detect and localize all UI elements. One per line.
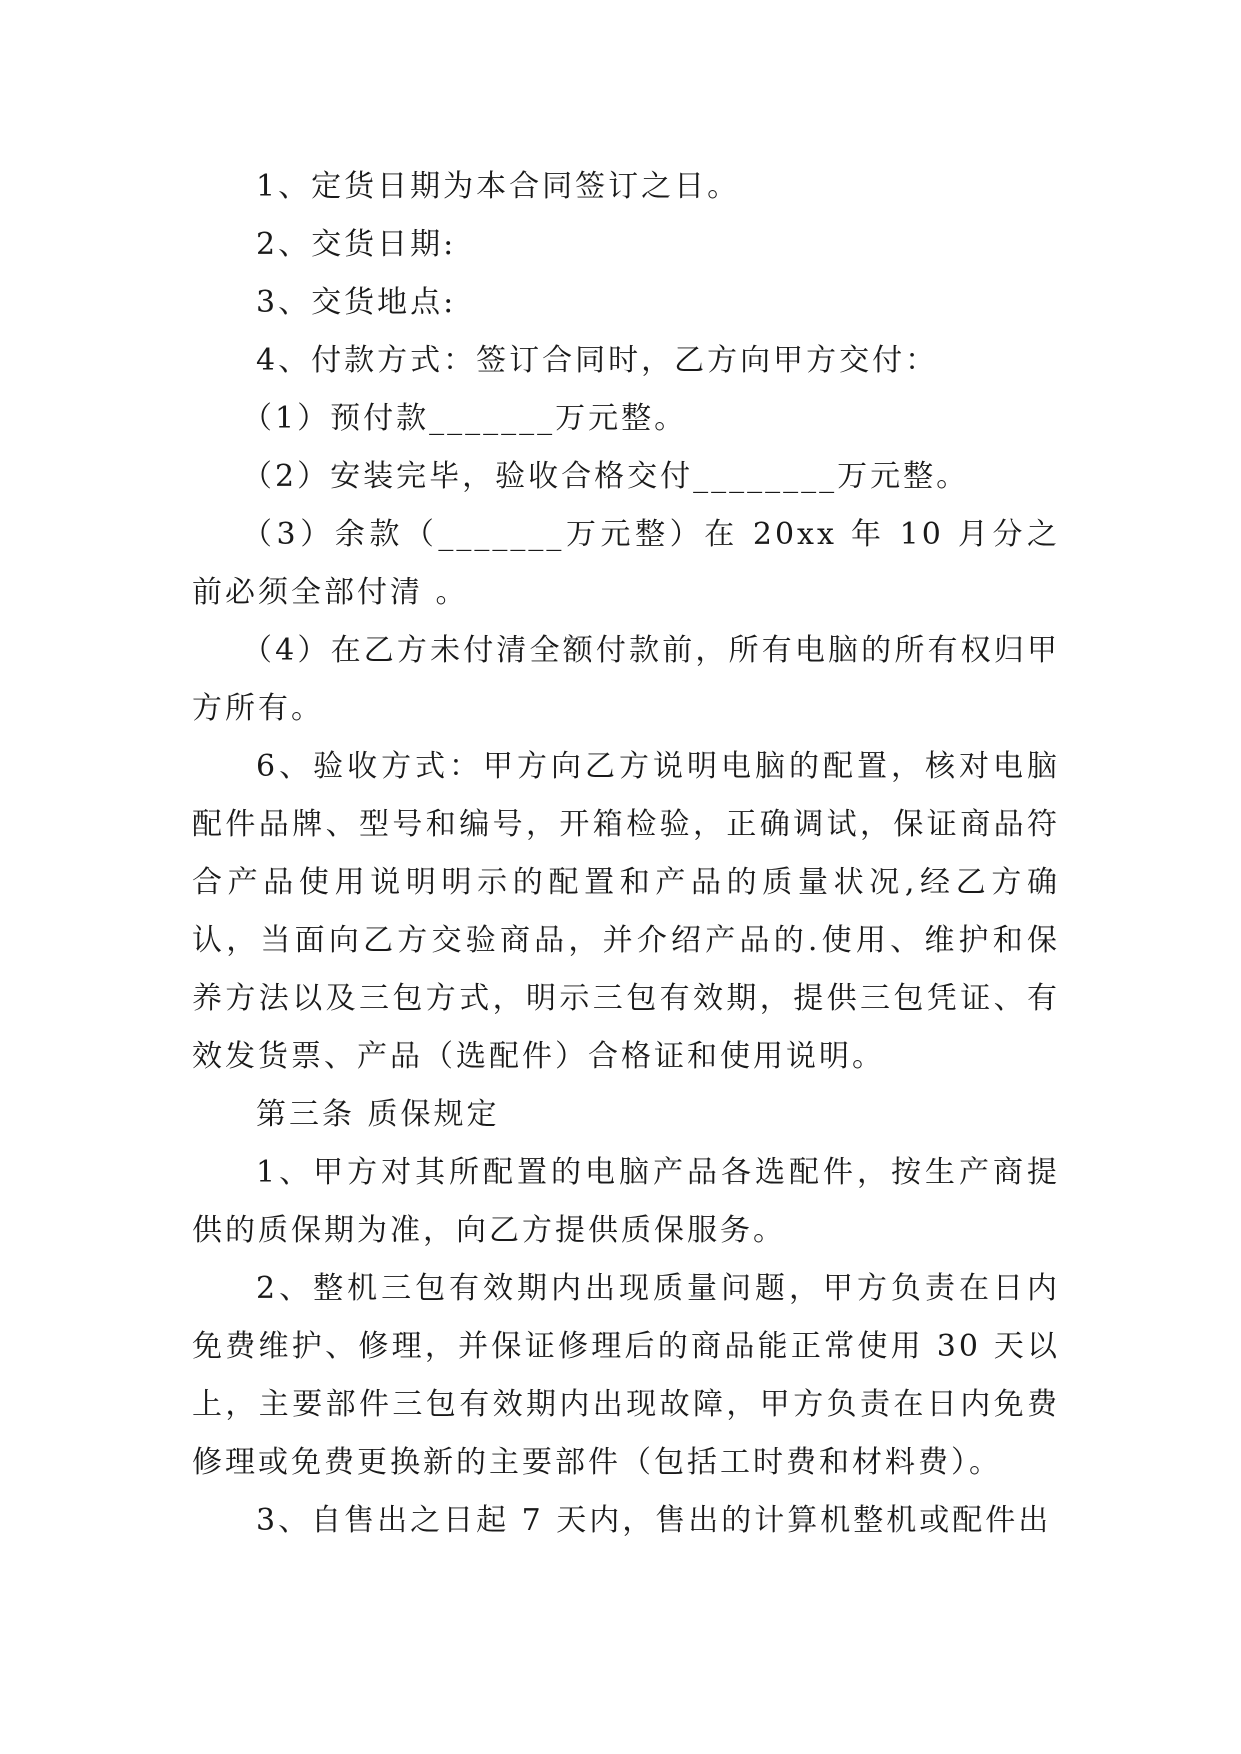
- clause-delivery-date: 2、交货日期:: [256, 227, 457, 262]
- payment-item-acceptance: （2）安装完毕，验收合格交付________万元整。: [242, 459, 970, 494]
- warranty-clause-3: 3、自售出之日起 7 天内，售出的计算机整机或配件出: [256, 1503, 1052, 1538]
- clause-delivery-place: 3、交货地点:: [256, 285, 457, 320]
- clause-payment-method: 4、付款方式：签订合同时，乙方向甲方交付：: [256, 343, 939, 378]
- clause-acceptance-method: 6、验收方式：甲方向乙方说明电脑的配置，核对电脑配件品牌、型号和编号，开箱检验，正确调试，保证商品符合产品使用说明明示的配置和产品的质量状况,经乙方确认，当面向乙方交验商品，并介绍产品的.使用、维护和保养方法以及三包方式，明示三包有效期，提供三包凭证、有效发货票、产品（选配件）合格证和使用说明。: [192, 749, 1060, 1074]
- payment-item-prepayment: （1）预付款_______万元整。: [242, 401, 688, 436]
- clause-order-date: 1、定货日期为本合同签订之日。: [256, 169, 741, 204]
- warranty-clause-1: 1、甲方对其所配置的电脑产品各选配件，按生产商提供的质保期为准，向乙方提供质保服务。: [192, 1155, 1060, 1248]
- payment-item-ownership: （4）在乙方未付清全额付款前，所有电脑的所有权归甲方所有。: [192, 633, 1060, 726]
- section-heading-warranty: 第三条 质保规定: [256, 1097, 500, 1132]
- payment-item-balance: （3）余款（_______万元整）在 20xx 年 10 月分之前必须全部付清 。: [192, 517, 1060, 610]
- contract-body: [192, 158, 1060, 1550]
- warranty-clause-2: 2、整机三包有效期内出现质量问题，甲方负责在日内免费维护、修理，并保证修理后的商品能正常使用 30 天以上，主要部件三包有效期内出现故障，甲方负责在日内免费修理或免费更换新的主要部件（包括工时费和材料费）。: [192, 1271, 1060, 1480]
